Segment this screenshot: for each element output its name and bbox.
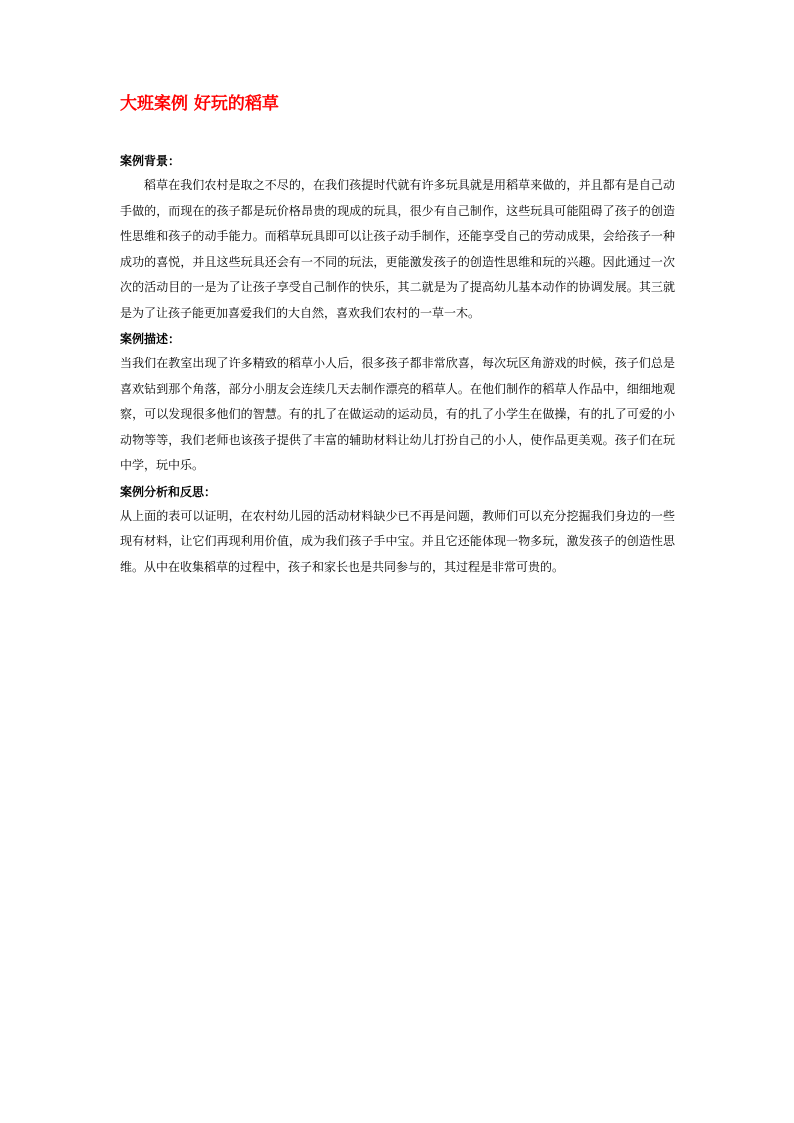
section-body-description: 当我们在教室出现了许多精致的稻草小人后，很多孩子都非常欣喜，每次玩区角游戏的时候，孩子们总是喜欢钻到那个角落，部分小朋友会连续几天去制作漂亮的稻草人。在他们制作的稻草人作品中，细细地观察，可以发现很多他们的智慧。有的扎了在做运动的运动员，有的扎了小学生在做操，有的扎了可爱的小动物等等，我们老师也该孩子提供了丰富的辅助材料让幼儿打扮自己的小人，使作品更美观。孩子们在玩中学，玩中乐。: [120, 356, 675, 472]
document-title: 大班案例 好玩的稻草: [120, 94, 279, 114]
section-heading-analysis: 案例分析和反思：: [120, 484, 217, 499]
section-heading-background: 案例背景：: [120, 154, 181, 168]
section-body-analysis: 从上面的表可以证明，在农村幼儿园的活动材料缺少已不再是问题，教师们可以充分挖掘我们身边的一些现有材料，让它们再现利用价值，成为我们孩子手中宝。并且它还能体现一物多玩，激发孩子的创造性思维。从中在收集稻草的过程中，孩子和家长也是共同参与的，其过程是非常可贵的。: [120, 508, 675, 574]
section-heading-description: 案例描述：: [120, 332, 181, 346]
document-page: [120, 92, 675, 580]
section-body-background: 稻草在我们农村是取之不尽的，在我们孩提时代就有许多玩具就是用稻草来做的，并且都有是自己动手做的，而现在的孩子都是玩价格昂贵的现成的玩具，很少有自己制作，这些玩具可能阻碍了孩子的创造性思维和孩子的动手能力。而稻草玩具即可以让孩子动手制作，还能享受自己的劳动成果，会给孩子一种成功的喜悦，并且这些玩具还会有一不同的玩法，更能激发孩子的创造性思维和玩的兴趣。因此通过一次次的活动目的一是为了让孩子享受自己制作的快乐，其二就是为了提高幼儿基本动作的协调发展。其三就是为了让孩子能更加喜爱我们的大自然，喜欢我们农村的一草一木。: [120, 178, 675, 320]
